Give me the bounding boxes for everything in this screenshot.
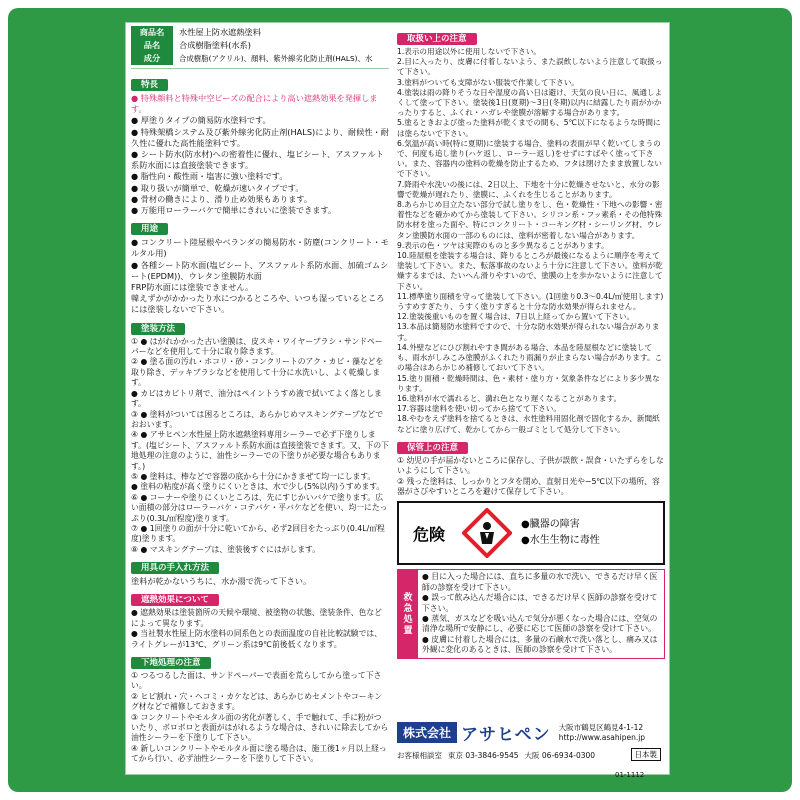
tools-text: 塗料が乾かないうちに、水か湯で洗って下さい。 bbox=[131, 576, 312, 587]
storage-heading: 保管上の注意 bbox=[397, 442, 468, 454]
tel-label: お客様相談室 bbox=[397, 751, 442, 760]
maker-address: 大阪市鶴見区鶴見4-1-12 http://www.asahipen.jp bbox=[558, 722, 646, 742]
tools-heading: 用具の手入れ方法 bbox=[131, 562, 219, 574]
first-aid-text: ● 目に入った場合には、直ちに多量の水で洗い、できるだけ早く医師の診察を受けて下さい。 ● 誤って飲み込んだ場合には、できるだけ早く医師の診察を受けて下さい。 ● 蒸気、ガスなどを吸い込んで気分が悪くなった場合には、空気の清浄な場所で安静にし、必要に応じて医師の診察を受けて下さい。 ● 皮膚に付着した場合には、多量の石鹸水で洗い落とし、痛み又は外観に変化のあるときは、医師の診察を受けて下さい。 bbox=[422, 572, 658, 655]
company-type: 株式会社 bbox=[397, 722, 457, 743]
hazard-word: 危険 bbox=[412, 524, 445, 544]
method-heading: 塗装方法 bbox=[131, 323, 185, 335]
maker-footer bbox=[397, 720, 665, 761]
ingredients-row: 成分 合成樹脂(アクリル)、顔料、紫外線劣化防止剤(HALS)、水 bbox=[131, 52, 389, 65]
prep-heading: 下地処理の注意 bbox=[131, 657, 211, 669]
features-heading: 特長 bbox=[131, 79, 168, 91]
hazard-box bbox=[397, 501, 665, 565]
product-type-row: 品名 合成樹脂塗料(水系) bbox=[131, 39, 389, 52]
handling-text: 1.表示の用途以外に使用しないで下さい。 2.目に入ったり、皮膚に付着しないよう、また誤飲しないよう注意して取扱って下さい。 3.塗料がついても支障がない服装で作業して下さい。 4.塗装は雨の降りそうな日や湿度の高い日は避け、天気の良い日に、風通しよくして塗って下さい。塗装後1日(夏期)〜3日(冬期)以内に結露したり雨がかかったりすると、ふくれ・ハガレや塗膜が溶解する場合があります。 5.塗るときおよび塗った塗料が乾くまでの間も、5℃以下になるような時間には塗らないで下さい。 6.気温が高い時(特に夏期)に塗装する場合、塗料の表面が早く乾いてしまうので、何度も追し塗り(ハケ返し、ローラー返し)をせずにすばやく塗って下さい。また、容器内の塗料の乾燥を防止するため、フタは閉けたまま放置しないで下さい。 7.降雨や水洗いの後には、2日以上、下地を十分に乾燥させないと、水分の影響で乾燥が遅れたり、塗膜に、ふくれを生じることがあります。 8.あらかじめ目立たない部分で試し塗りをし、色・乾燥性・下地への影響・密着性などを確かめてから塗装して下さい。シリコン系・フッ素系・その他特殊防水材を塗った面や、特にコンクリート・コーキング材・シーリング材、ウレタン塗膜防水面の一部のものには、塗料が密着しない場合があります。 9.表示の色・ツヤは実際のものと多少異なることがあります。 10.陸屋根を塗装する場合は、降りるところが最後になるように順序を考えて塗装して下さい。また、転落事故のないよう十分に注意して下さい。塗料が乾燥するまでは、たいへん滑りやすいので、塗膜の上を歩かないように注意して下さい。 11.標準塗り面積を守って塗装して下さい。(1回塗り0.3〜0.4L/㎡使用します)うすめすぎたり、うすく塗りすぎると十分な防水効果が得られません。 12.塗装後重いものを置く場合は、7日以上経ってから置いて下さい。 13.本品は簡易防水塗料ですので、十分な防水効果が得られない場合があります。 14.外壁などにひび割れやすき間がある場合、本品を陸屋根などに塗装しても、雨水がしみこみ塗膜がふくれたり雨漏りが止まらない場合があります。この場合はあらかじめ補修しておいて下さい。 15.塗り面積・乾燥時間は、色・素材・塗り方・気象条件などにより多少異なります。 16.塗料が水で濡れると、溝れ色となり遅くなることがあります。 17.容器は塗料を使い切ってから捨てて下さい。 18.やむをえず塗料を捨てるときは、水性塗料用固化剤で固化するか、新聞紙などに塗り広げて、乾かしてから一般ゴミとして処分して下さい。 bbox=[397, 47, 664, 434]
tel-line bbox=[397, 751, 665, 761]
usage-text: ● コンクリート陸屋根やベランダの簡易防水・防塵(コンクリート・モルタル用) ● 各種シート防水面(塩ビシート、アスファルト系防水面、加硫ゴムシート(EPDM))、ウレタン塗膜防水面 FRP防水面には塗装できません。 韓えずかがかかったり水につかるところや、いつも湿っているところには塗装しないで下さい。 bbox=[131, 237, 389, 315]
tel-tokyo: 東京 03-3846-9545 bbox=[448, 751, 519, 760]
first-aid-label: 救急処置 bbox=[397, 569, 417, 658]
health-hazard-icon bbox=[459, 507, 515, 559]
hazard-item: ●臓器の障害 bbox=[521, 519, 580, 531]
handling-heading: 取扱い上の注意 bbox=[397, 33, 477, 45]
product-info bbox=[131, 26, 389, 65]
hazard-list bbox=[515, 517, 600, 549]
prep-text: ① つるつるした面は、サンドペーパーで表面を荒らしてから塗って下さい。 ② ヒビ割れ・穴・ヘコミ・カケなどは、あらかじめセメントやコーキング材などで補修しておきます。 ③ コンクリートやモルタル面の劣化が著しく、手で触れて、手に粉がついたり、ボロボロと表面がはがれるような場合は、きれいに除去してから油性シーラーを下塗りして下さい。 ④ 新しいコンクリートやモルタル面に塗る場合は、施工後1ヶ月以上経ってから行い、必ず油性シーラーを下塗りして下さい。 bbox=[131, 671, 389, 764]
made-in-badge: 日本製 bbox=[631, 748, 662, 761]
storage-text: ① 幼児の手が届かないところに保存し、子供が誤飲・誤食・いたずらをしないようにして下さい。 ② 残った塗料は、しっかりとフタを閉め、直射日光や−5℃以下の場所、容器がさびやすいところを避けて保存して下さい。 bbox=[397, 455, 664, 496]
product-code: 01-1112 bbox=[615, 771, 645, 779]
features-text: ● 特殊顔料と特殊中空ビーズの配合により高い遮熱効果を発揮します。 ● 厚塗りタイプの簡易防水塗料です。 ● 特殊架橋システム及び紫外線劣化防止剤(HALS)により、耐候性・耐久性に優れた高性能塗料です。 ● シート防水(防水材)への密着性に優れ、塩ビシート、アスファルト系防水面には直接塗装できます。 ● 脂性向・酸性雨・塩害に強い塗料です。 ● 取り扱いが簡単で、乾燥が速いタイプです。 ● 骨材の働きにより、滑り止め効果もあります。 ● 万能用ローラーバケで簡単にきれいに塗装できます。 bbox=[131, 93, 389, 216]
method-text: ① ● はがれかかった古い塗膜は、皮スキ・ワイヤーブラシ・サンドペーパーなどを使用して十分に取り除きます。 ② ● 塗る面の汚れ・ホコリ・砂・コンクリートのアク・カビ・藻などを取り除き、デッキブラシなどを使用して十分に水洗いし、よく乾燥します。 ● カビはカビトリ剤で、油分はペイントうすめ液で拭いてよく落とします。 ③ ● 塗料がついては困るところは、あらかじめマスキングテープなどでおおいます。 ④ ● アサヒペン水性屋上防水遮熱塗料専用シーラーで必ず下塗りします。(塩ビシート、アスファルト系防水面は直接塗装できます。又、下の下地処理の注意のように、油性シーラーでの下塗りが必要な場合もあります。) ⑤ ● 塗料は、棒などで容器の底から十分にかきまぜて均一にします。 ● 塗料の粘度が高く塗りにくいときは、水で少し(5%以内)うすめます。 ⑥ ● コーナーや塗りにくいところは、先にすじかいバケで塗ります。広い面積の部分はローラーバケ・コテバケ・平バケなどを使い、均一にたっぷり(0.3L/㎡程度)塗ります。 ⑦ ● 1回塗りの面が十分に乾いてから、必ず2回目をたっぷり(0.4L/㎡程度)塗ります。 ⑧ ● マスキングテープは、塗装後すぐにはがします。 bbox=[131, 336, 389, 554]
right-column bbox=[397, 26, 665, 659]
maker-logo bbox=[397, 720, 665, 745]
first-aid-box bbox=[397, 569, 665, 658]
tel-osaka: 大阪 06-6934-0300 bbox=[524, 751, 596, 760]
usage-heading: 用途 bbox=[131, 223, 168, 235]
product-name-row: 商品名 水性屋上防水遮熱塗料 bbox=[131, 26, 389, 39]
heat-heading: 遮熱効果について bbox=[131, 594, 219, 606]
left-column bbox=[131, 26, 389, 765]
heat-text: ● 遮熱効果は塗装箇所の天候や環境、被塗物の状態、塗装条件、色などによって異なります。 ● 当社製水性屋上防水塗料の同系色との表面温度の自社比較試験では、ライトグレーが13℃、グリーン系は9℃前後低くなります。 bbox=[131, 608, 382, 649]
brand-name: アサヒペン bbox=[461, 725, 551, 745]
hazard-item: ●水生生物に毒性 bbox=[521, 535, 600, 547]
